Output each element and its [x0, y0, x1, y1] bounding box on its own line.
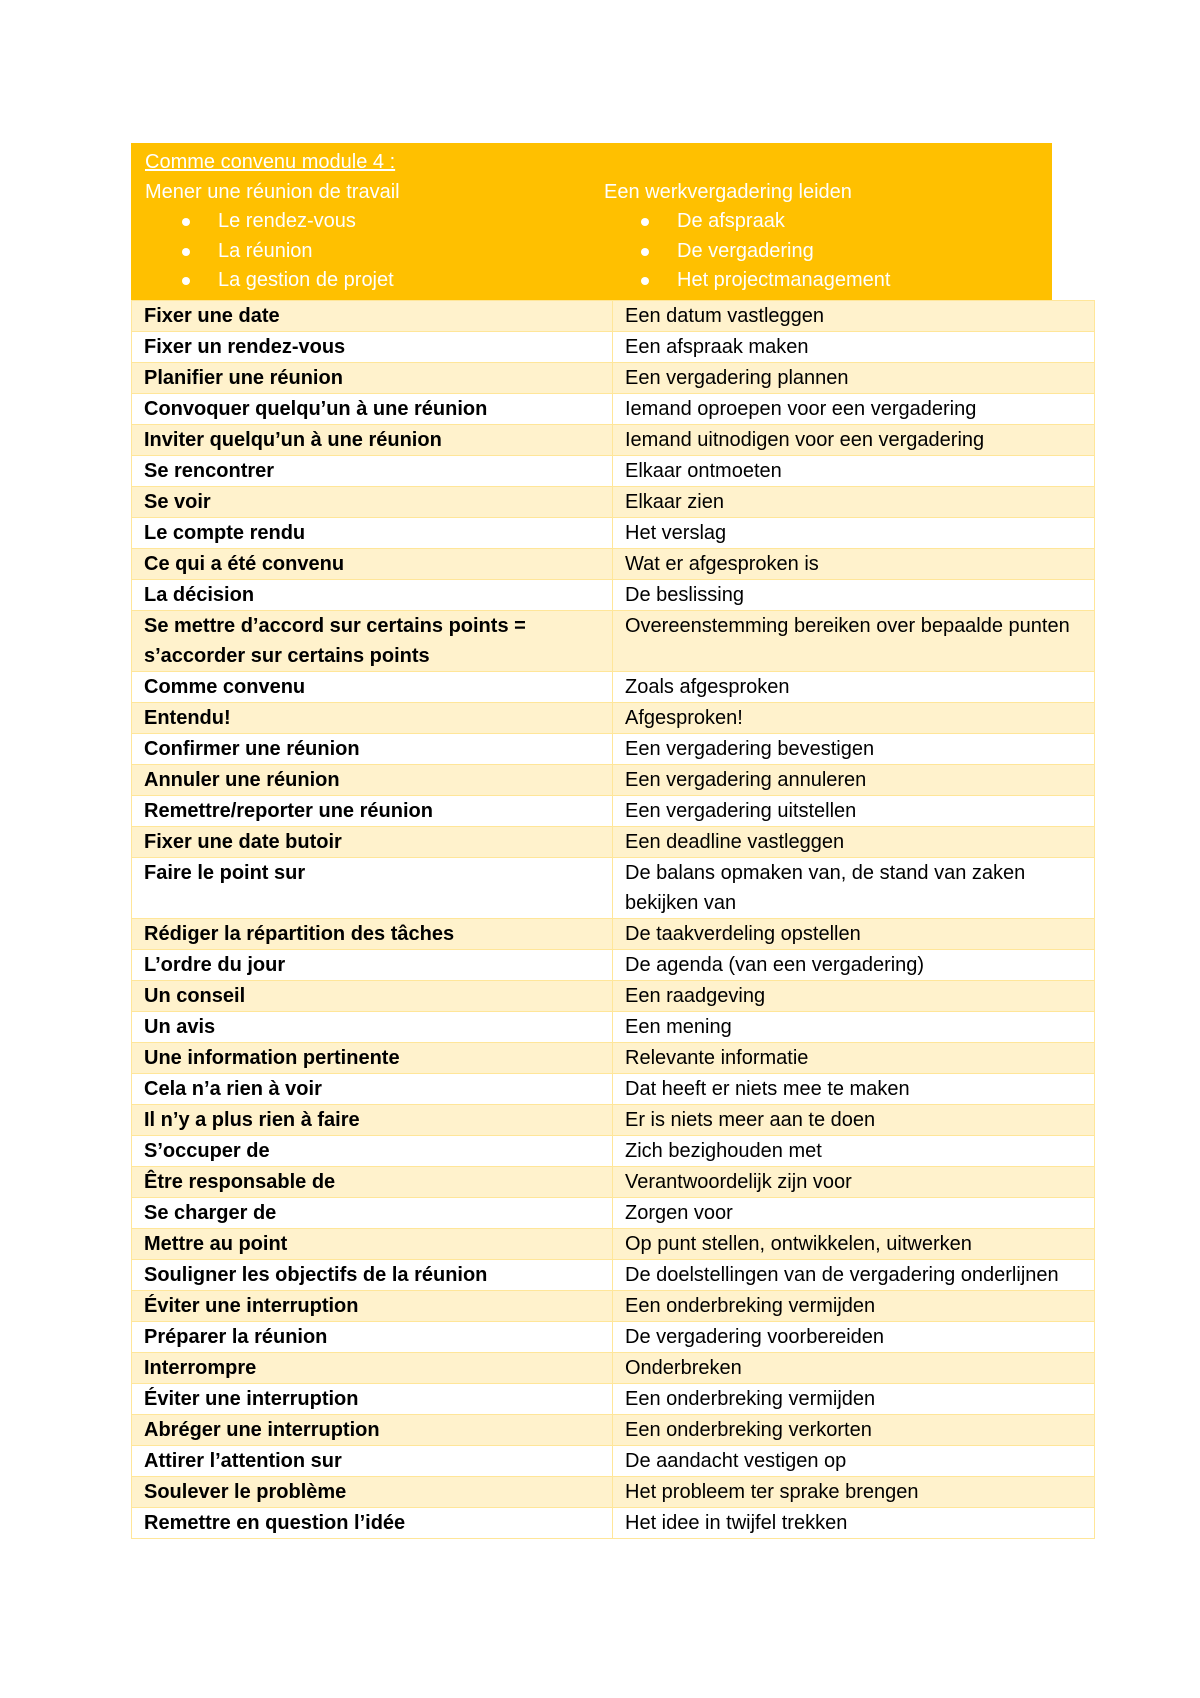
table-row — [132, 826, 1095, 857]
table-row — [132, 1259, 1095, 1290]
french-term: Remettre en question l’idée — [132, 1507, 613, 1538]
header-right-bullets — [604, 207, 1051, 296]
table-row — [132, 362, 1095, 393]
french-term: Annuler une réunion — [132, 764, 613, 795]
french-term: Faire le point sur — [132, 857, 613, 918]
vocabulary-table — [131, 300, 1095, 1539]
dutch-translation: Op punt stellen, ontwikkelen, uitwerken — [613, 1228, 1095, 1259]
dutch-translation: Dat heeft er niets mee te maken — [613, 1073, 1095, 1104]
table-row — [132, 1321, 1095, 1352]
header-right-spacer — [604, 148, 1051, 178]
dutch-translation: Het verslag — [613, 517, 1095, 548]
french-term: Abréger une interruption — [132, 1414, 613, 1445]
french-term: Il n’y a plus rien à faire — [132, 1104, 613, 1135]
french-term: Souligner les objectifs de la réunion — [132, 1259, 613, 1290]
french-term: Cela n’a rien à voir — [132, 1073, 613, 1104]
french-term: Éviter une interruption — [132, 1383, 613, 1414]
french-term: Convoquer quelqu’un à une réunion — [132, 393, 613, 424]
french-term: Préparer la réunion — [132, 1321, 613, 1352]
dutch-translation: Iemand uitnodigen voor een vergadering — [613, 424, 1095, 455]
dutch-translation: Elkaar zien — [613, 486, 1095, 517]
module-subject: Comme convenu module 4 : — [145, 151, 396, 173]
table-row — [132, 1011, 1095, 1042]
table-row — [132, 1104, 1095, 1135]
table-row — [132, 1228, 1095, 1259]
table-row — [132, 455, 1095, 486]
french-term: Se rencontrer — [132, 455, 613, 486]
table-row — [132, 795, 1095, 826]
dutch-translation: De taakverdeling opstellen — [613, 918, 1095, 949]
dutch-translation: Verantwoordelijk zijn voor — [613, 1166, 1095, 1197]
bullet-item: De vergadering — [641, 237, 1051, 267]
table-row — [132, 1507, 1095, 1538]
french-term: Interrompre — [132, 1352, 613, 1383]
table-row — [132, 300, 1095, 331]
table-row — [132, 517, 1095, 548]
french-term: L’ordre du jour — [132, 949, 613, 980]
table-row — [132, 393, 1095, 424]
table-row — [132, 486, 1095, 517]
dutch-translation: Relevante informatie — [613, 1042, 1095, 1073]
table-row — [132, 424, 1095, 455]
header-right-title: Een werkvergadering leiden — [604, 180, 852, 203]
bullet-item: La gestion de projet — [182, 266, 591, 296]
dutch-translation: De vergadering voorbereiden — [613, 1321, 1095, 1352]
french-term: Remettre/reporter une réunion — [132, 795, 613, 826]
table-row — [132, 1445, 1095, 1476]
table-row — [132, 1383, 1095, 1414]
dutch-translation: De agenda (van een vergadering) — [613, 949, 1095, 980]
dutch-translation: Onderbreken — [613, 1352, 1095, 1383]
dutch-translation: Overeenstemming bereiken over bepaalde punten — [613, 610, 1095, 671]
french-term: Ce qui a été convenu — [132, 548, 613, 579]
french-term: Entendu! — [132, 702, 613, 733]
french-term: Fixer une date butoir — [132, 826, 613, 857]
dutch-translation: Een raadgeving — [613, 980, 1095, 1011]
dutch-translation: De aandacht vestigen op — [613, 1445, 1095, 1476]
dutch-translation: Een onderbreking verkorten — [613, 1414, 1095, 1445]
french-term: Un avis — [132, 1011, 613, 1042]
table-row — [132, 331, 1095, 362]
french-term: Inviter quelqu’un à une réunion — [132, 424, 613, 455]
dutch-translation: Een vergadering uitstellen — [613, 795, 1095, 826]
table-row — [132, 1352, 1095, 1383]
french-term: Fixer un rendez-vous — [132, 331, 613, 362]
dutch-translation: Een afspraak maken — [613, 331, 1095, 362]
dutch-translation: Zich bezighouden met — [613, 1135, 1095, 1166]
french-term: Se charger de — [132, 1197, 613, 1228]
dutch-translation: Het idee in twijfel trekken — [613, 1507, 1095, 1538]
french-term: Être responsable de — [132, 1166, 613, 1197]
bullet-item: Le rendez-vous — [182, 207, 591, 237]
dutch-translation: Een vergadering plannen — [613, 362, 1095, 393]
dutch-translation: Een datum vastleggen — [613, 300, 1095, 331]
table-row — [132, 671, 1095, 702]
french-term: Se mettre d’accord sur certains points = s’accorder sur certains points — [132, 610, 613, 671]
french-term: Soulever le problème — [132, 1476, 613, 1507]
table-row — [132, 1135, 1095, 1166]
french-term: Un conseil — [132, 980, 613, 1011]
french-term: Planifier une réunion — [132, 362, 613, 393]
table-header — [131, 143, 1052, 300]
header-left-bullets — [145, 207, 591, 296]
dutch-translation: De beslissing — [613, 579, 1095, 610]
table-row — [132, 1197, 1095, 1228]
french-term: Rédiger la répartition des tâches — [132, 918, 613, 949]
table-row — [132, 1476, 1095, 1507]
vocabulary-table-body — [132, 300, 1095, 1538]
table-row — [132, 949, 1095, 980]
dutch-translation: Iemand oproepen voor een vergadering — [613, 393, 1095, 424]
dutch-translation: Een onderbreking vermijden — [613, 1290, 1095, 1321]
french-term: Confirmer une réunion — [132, 733, 613, 764]
table-row — [132, 579, 1095, 610]
header-left-column — [132, 148, 591, 296]
table-row — [132, 548, 1095, 579]
table-row — [132, 1042, 1095, 1073]
bullet-item: Het projectmanagement — [641, 266, 1051, 296]
dutch-translation: Een deadline vastleggen — [613, 826, 1095, 857]
table-row — [132, 980, 1095, 1011]
french-term: Comme convenu — [132, 671, 613, 702]
french-term: S’occuper de — [132, 1135, 613, 1166]
table-row — [132, 1166, 1095, 1197]
french-term: La décision — [132, 579, 613, 610]
table-row — [132, 733, 1095, 764]
dutch-translation: Wat er afgesproken is — [613, 548, 1095, 579]
table-row — [132, 1073, 1095, 1104]
dutch-translation: Het probleem ter sprake brengen — [613, 1476, 1095, 1507]
dutch-translation: Een mening — [613, 1011, 1095, 1042]
french-term: Le compte rendu — [132, 517, 613, 548]
table-row — [132, 764, 1095, 795]
table-row — [132, 1414, 1095, 1445]
french-term: Fixer une date — [132, 300, 613, 331]
dutch-translation: De balans opmaken van, de stand van zaken bekijken van — [613, 857, 1095, 918]
bullet-item: La réunion — [182, 237, 591, 267]
vocabulary-document — [131, 143, 1070, 1539]
header-left-title: Mener une réunion de travail — [145, 180, 400, 203]
bullet-item: De afspraak — [641, 207, 1051, 237]
dutch-translation: Afgesproken! — [613, 702, 1095, 733]
french-term: Une information pertinente — [132, 1042, 613, 1073]
french-term: Mettre au point — [132, 1228, 613, 1259]
table-row — [132, 1290, 1095, 1321]
dutch-translation: Zorgen voor — [613, 1197, 1095, 1228]
french-term: Attirer l’attention sur — [132, 1445, 613, 1476]
header-right-column — [591, 148, 1051, 296]
table-row — [132, 610, 1095, 671]
table-row — [132, 702, 1095, 733]
dutch-translation: Zoals afgesproken — [613, 671, 1095, 702]
table-row — [132, 857, 1095, 918]
dutch-translation: Een vergadering bevestigen — [613, 733, 1095, 764]
dutch-translation: Een vergadering annuleren — [613, 764, 1095, 795]
french-term: Éviter une interruption — [132, 1290, 613, 1321]
dutch-translation: De doelstellingen van de vergadering onderlijnen — [613, 1259, 1095, 1290]
french-term: Se voir — [132, 486, 613, 517]
table-row — [132, 918, 1095, 949]
dutch-translation: Een onderbreking vermijden — [613, 1383, 1095, 1414]
dutch-translation: Elkaar ontmoeten — [613, 455, 1095, 486]
dutch-translation: Er is niets meer aan te doen — [613, 1104, 1095, 1135]
